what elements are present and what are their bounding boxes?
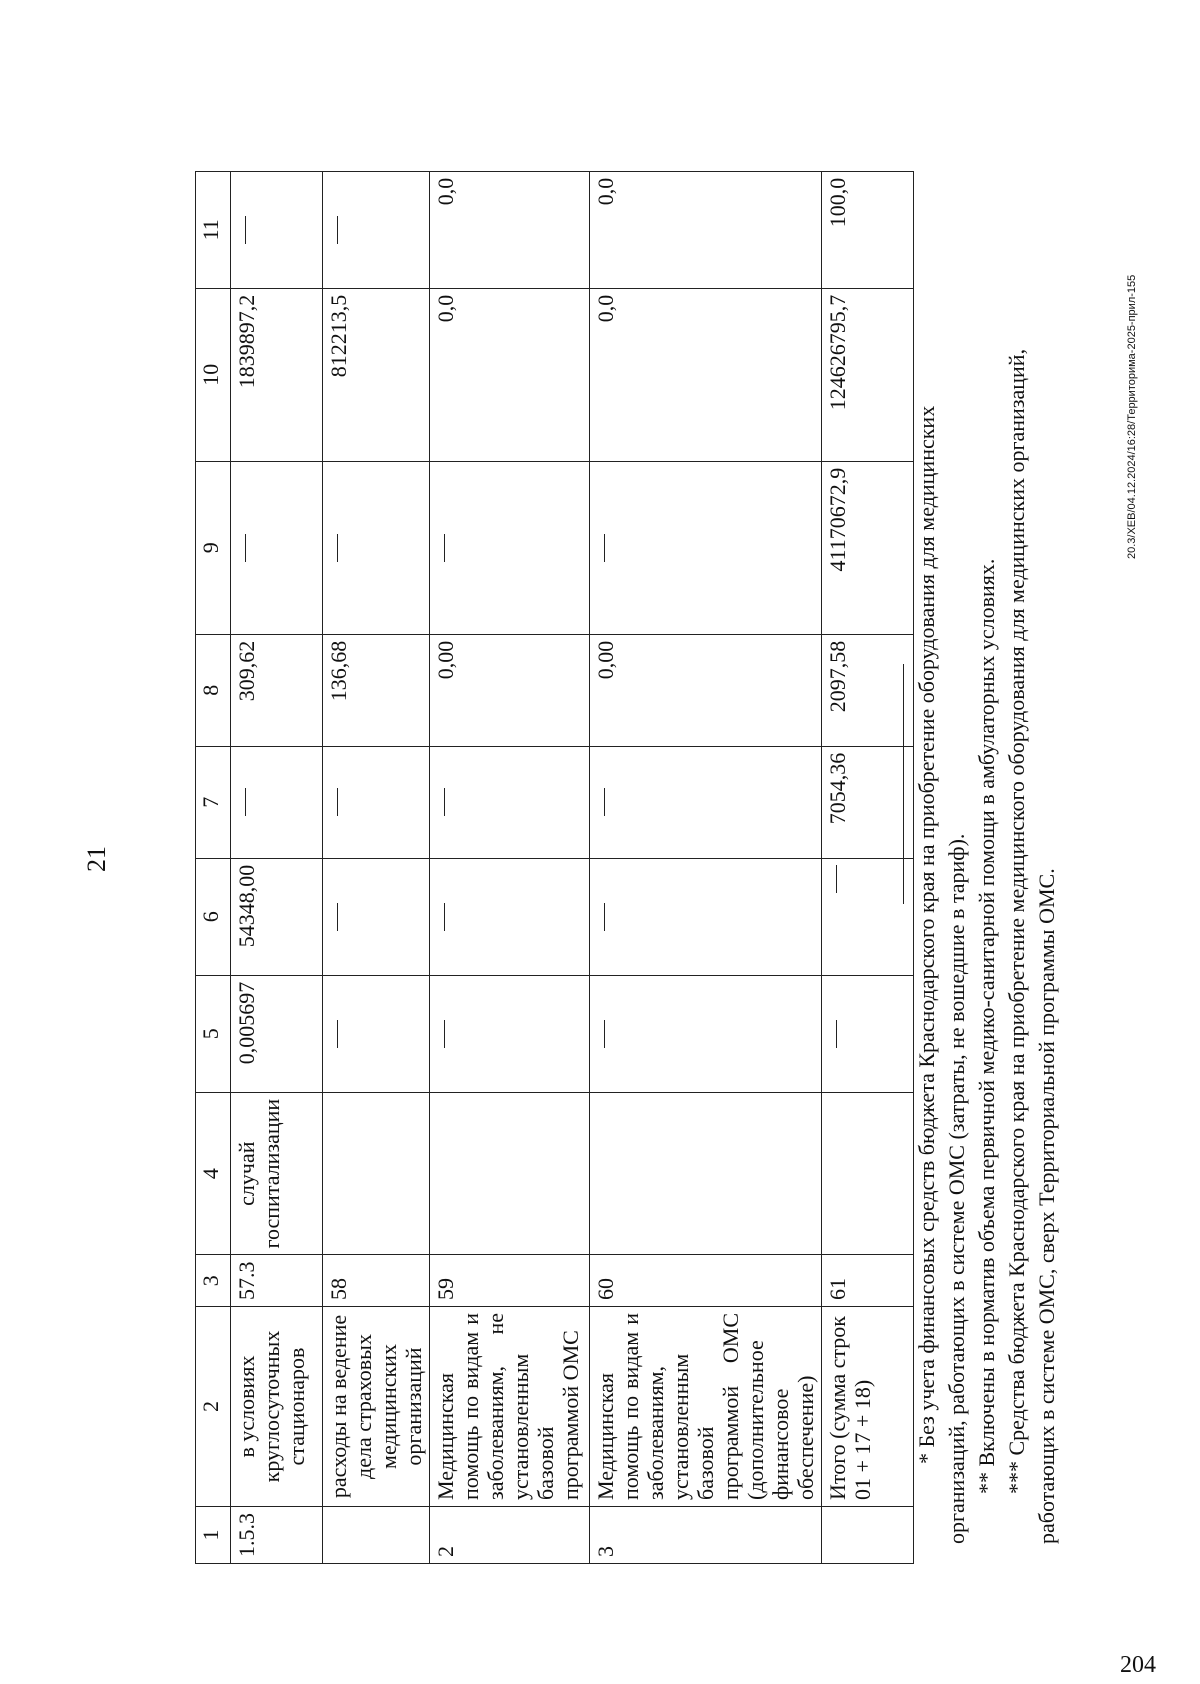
table-row [323,171,430,1563]
dash-mark [604,1020,605,1048]
col-header: 6 [196,858,231,975]
cell-unit [323,1092,430,1255]
cell-line: 61 [822,1255,914,1307]
col-header: 7 [196,746,231,858]
cell-dash [430,746,590,858]
dash-mark [245,788,246,816]
dash-mark [444,1020,445,1048]
footnotes [912,284,1062,1544]
data-table [195,171,914,1564]
cell-name: Медицинская помощь по видам и заболеваниям, установленным базовой программой ОМС (дополнительное финансовое обеспечение) [590,1307,822,1507]
cell-dash [590,746,822,858]
cell-unit [430,1092,590,1255]
cell-dash [323,858,430,975]
table-row [430,171,590,1563]
cell-value: 136,68 [323,634,430,746]
cell-line: 59 [430,1255,590,1307]
cell-code [323,1507,430,1564]
page-number: 21 [82,846,111,872]
dash-mark [604,534,605,562]
cell-value: 0,0 [590,288,822,461]
cell-dash [822,975,914,1092]
table-row [590,171,822,1563]
sheet-number: 204 [1120,1652,1156,1678]
col-header: 5 [196,975,231,1092]
cell-value: 0,00 [590,634,822,746]
cell-name: расходы на ведение дела страховых медицинских организаций [323,1307,430,1507]
cell-line: 57.3 [231,1255,323,1307]
dash-mark [245,216,246,244]
dash-mark [337,788,338,816]
cell-code [822,1507,914,1564]
footnote-2: ** Включены в норматив объема первичной медико-санитарной помощи в амбулаторных условиях. [974,558,999,1494]
dash-mark [337,534,338,562]
cell-dash [822,858,914,975]
cell-name: Медицинская помощь по видам и заболеваниям, не установленным базовой программой ОМС [430,1307,590,1507]
cell-unit [590,1092,822,1255]
cell-line: 58 [323,1255,430,1307]
dash-mark [604,788,605,816]
cell-code: 2 [430,1507,590,1564]
header-row [196,171,231,1563]
cell-dash [323,746,430,858]
cell-name: Итого (сумма строк 01 + 17 + 18) [822,1307,914,1507]
col-header: 1 [196,1507,231,1564]
col-header: 10 [196,288,231,461]
footnote-3: *** Средства бюджета Краснодарского края на приобретение медицинского оборудования для медицинских организаций, работающих в системе ОМС, сверх Территориальной программы ОМС. [1004,348,1059,1544]
dash-mark [245,534,246,562]
cell-dash [430,858,590,975]
cell-value: 0,0 [430,288,590,461]
cell-value: 0,00 [430,634,590,746]
col-header: 8 [196,634,231,746]
cell-value: 0,005697 [231,975,323,1092]
cell-value: 0,0 [590,171,822,288]
cell-value: 54348,00 [231,858,323,975]
cell-dash [590,858,822,975]
col-header: 3 [196,1255,231,1307]
dash-mark [337,903,338,931]
cell-code: 1.5.3 [231,1507,323,1564]
dash-mark [836,865,837,893]
cell-dash [323,461,430,634]
col-header: 11 [196,171,231,288]
cell-line: 60 [590,1255,822,1307]
dash-mark [337,1020,338,1048]
dash-mark [836,1020,837,1048]
file-code: 20.3/ХЕВ/04.12.2024/16:28/Территорима-2025-прил-155 [1126,274,1138,559]
table-row [822,171,914,1563]
cell-dash [323,171,430,288]
dash-mark [444,903,445,931]
footnote-rule [903,664,904,904]
cell-dash [590,975,822,1092]
cell-value: 124626795,7 [822,288,914,461]
cell-value: 1839897,2 [231,288,323,461]
cell-value: 309,62 [231,634,323,746]
col-header: 9 [196,461,231,634]
cell-value: 0,0 [430,171,590,288]
table-row [231,171,323,1563]
cell-code: 3 [590,1507,822,1564]
dash-mark [604,903,605,931]
cell-value: 7054,36 [822,746,914,858]
dash-mark [337,216,338,244]
cell-unit: случай госпитализации [231,1092,323,1255]
dash-mark [444,788,445,816]
cell-dash [590,461,822,634]
dash-mark [444,534,445,562]
cell-name: в условиях круглосуточных стационаров [231,1307,323,1507]
cell-dash [430,975,590,1092]
footnote-1: * Без учета финансовых средств бюджета Краснодарского края на приобретение оборудования для медицинских организаций, работающих в системе ОМС (затраты, не вошедшие в тариф). [914,405,969,1544]
cell-dash [231,171,323,288]
cell-dash [430,461,590,634]
cell-value: 41170672,9 [822,461,914,634]
cell-dash [323,975,430,1092]
cell-value: 2097,58 [822,634,914,746]
cell-dash [231,461,323,634]
col-header: 2 [196,1307,231,1507]
col-header: 4 [196,1092,231,1255]
cell-dash [231,746,323,858]
cell-value: 100,0 [822,171,914,288]
cell-unit [822,1092,914,1255]
cell-value: 812213,5 [323,288,430,461]
